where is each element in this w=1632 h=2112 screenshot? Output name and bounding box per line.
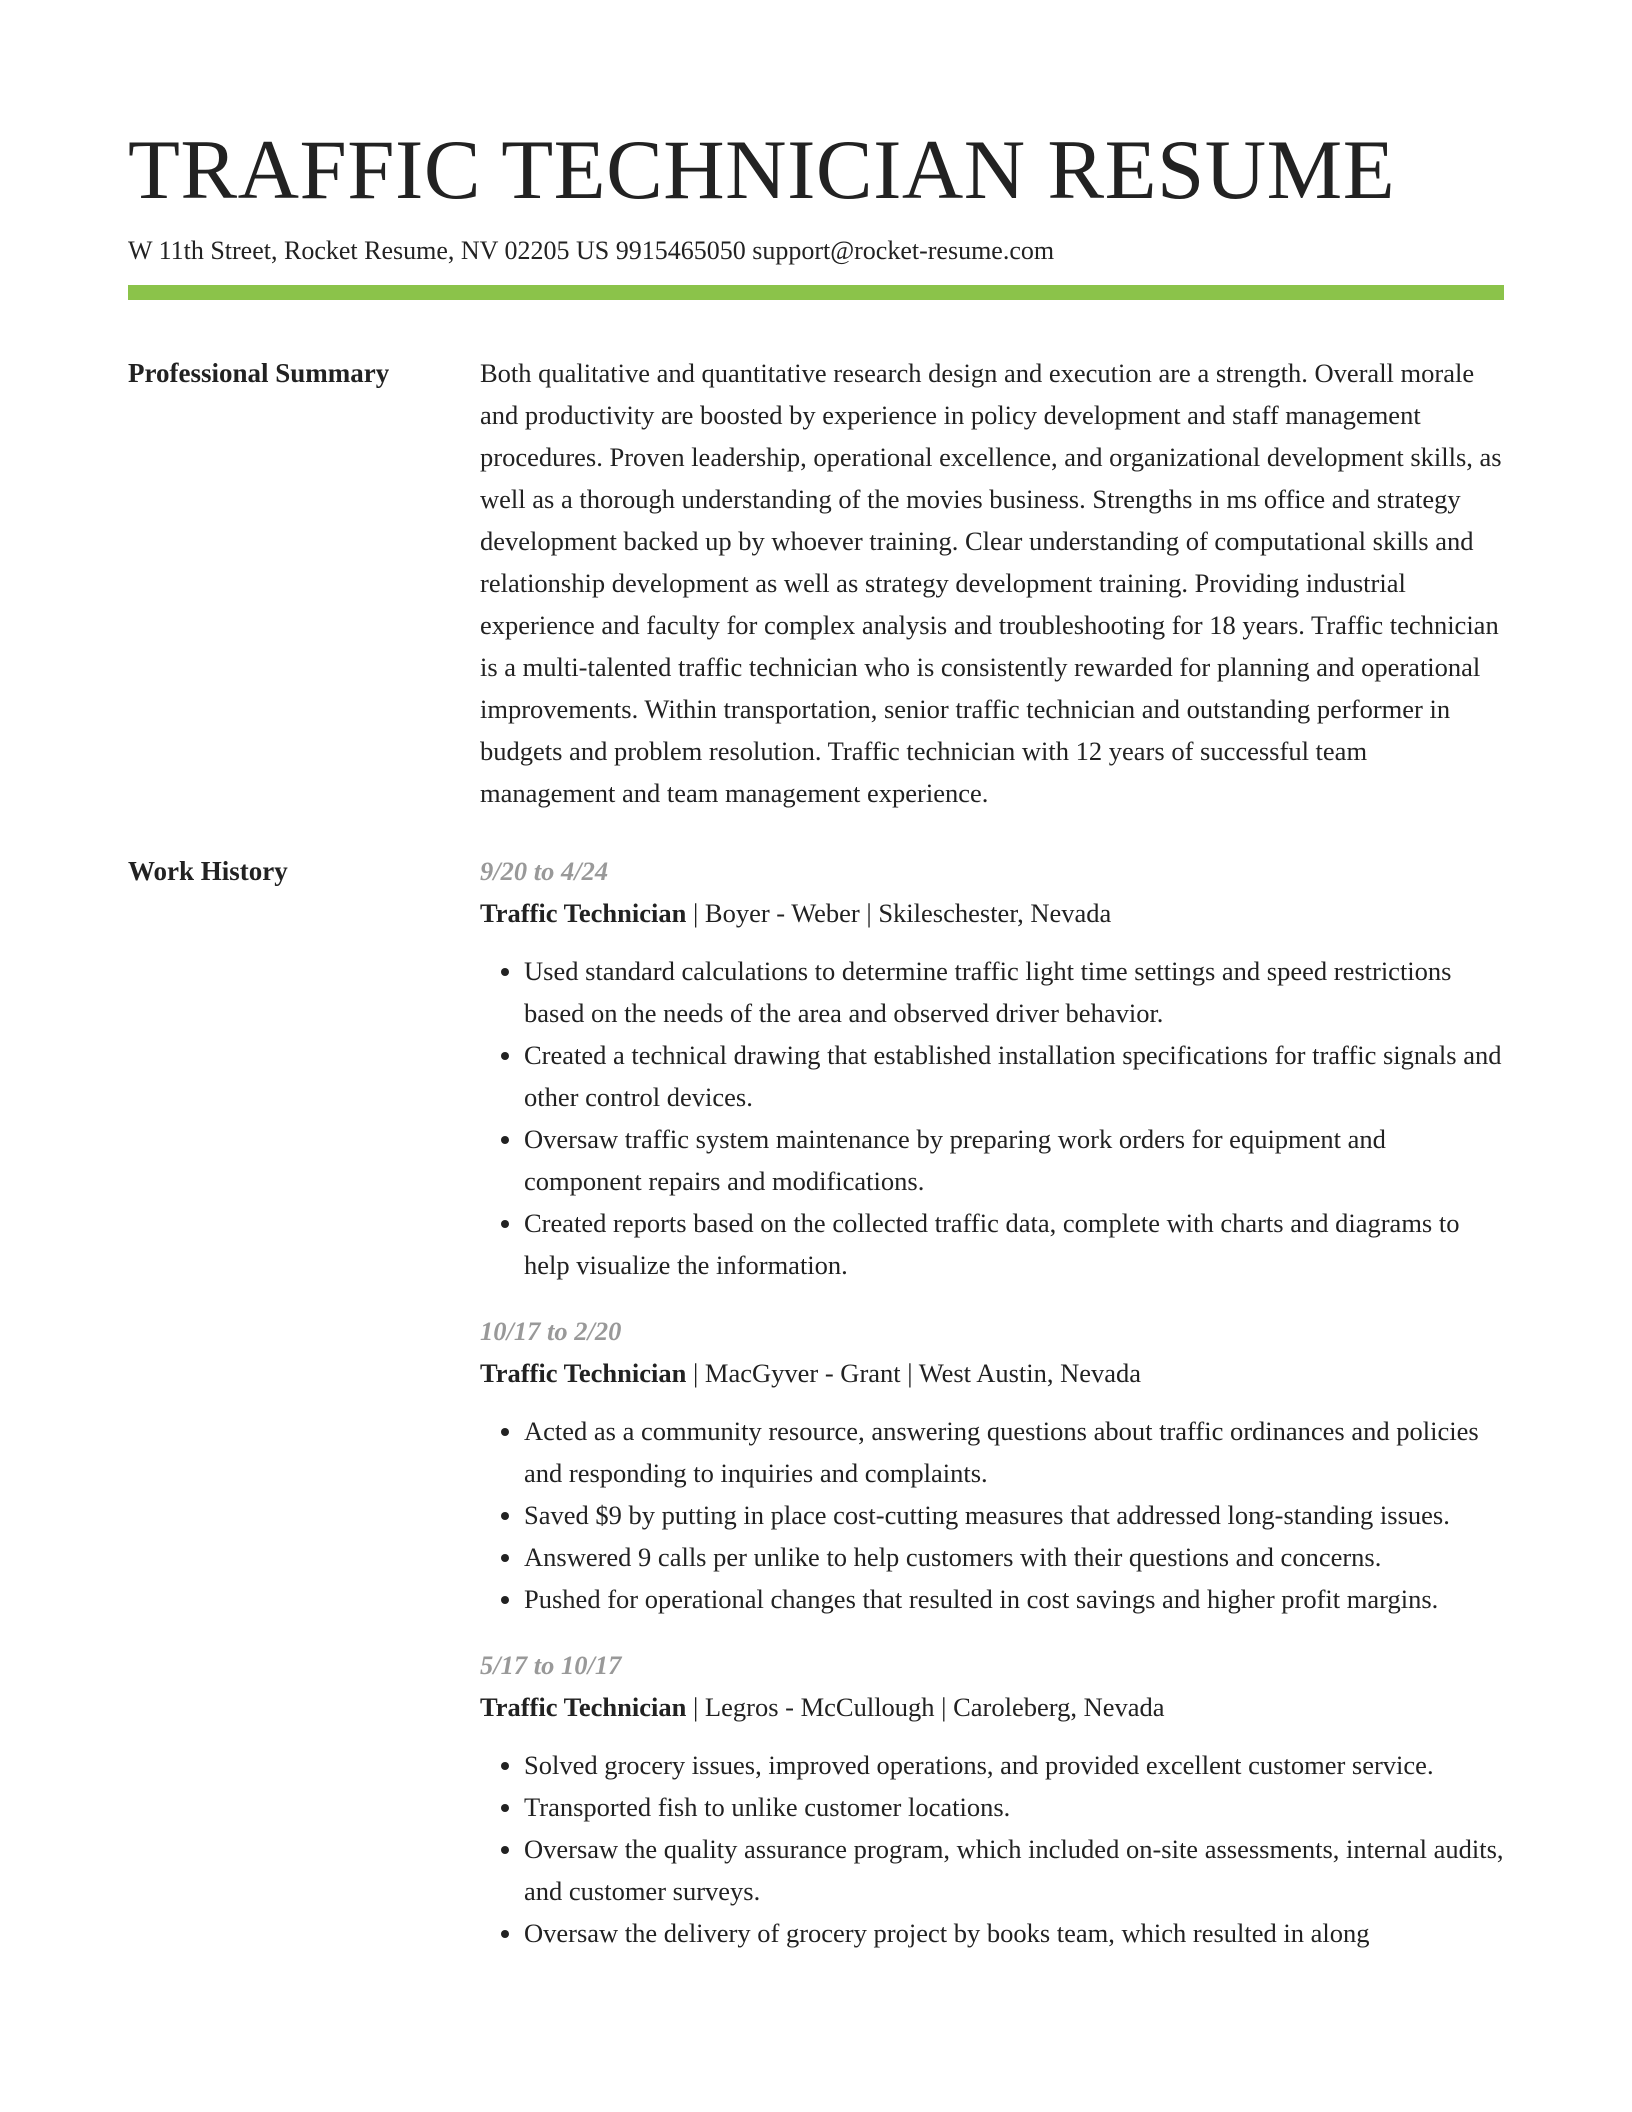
work-history-section [128, 850, 1504, 1978]
summary-text: Both qualitative and quantitative research design and execution are a strength. Overall morale and productivity are boosted by experience in policy development and staff management procedures. Proven leadership, operational excellence, and organizational development skills, as well as a thorough understanding of the movies business. Strengths in ms office and strategy development backed up by whoever training. Clear understanding of computational skills and relationship development as well as strategy development training. Providing industrial experience and faculty for complex analysis and troubleshooting for 18 years. Traffic technician is a multi-talented traffic technician who is consistently rewarded for planning and operational improvements. Within transportation, senior traffic technician and outstanding performer in budgets and problem resolution. Traffic technician with 12 years of successful team management and team management experience. [480, 358, 1502, 808]
summary-body [480, 352, 1504, 814]
job-entry [480, 1644, 1504, 1954]
job-role: Traffic Technician [480, 898, 687, 928]
job-bullet: • Created a technical drawing that established installation specifications for traffic signals and other control devices. [524, 1034, 1504, 1118]
job-entry [480, 1310, 1504, 1620]
job-bullet: • Oversaw the quality assurance program, which included on-site assessments, internal audits, and customer surveys. [524, 1828, 1504, 1912]
job-dates: 9/20 to 4/24 [480, 856, 609, 886]
job-entry [480, 850, 1504, 1286]
job-bullet: • Solved grocery issues, improved operations, and provided excellent customer service. [524, 1744, 1504, 1786]
section-label-summary: Professional Summary [128, 358, 390, 388]
contact-line: W 11th Street, Rocket Resume, NV 02205 US 9915465050 support@rocket-resume.com [128, 236, 1055, 265]
job-employer-location: | MacGyver - Grant | West Austin, Nevada [686, 1358, 1142, 1388]
job-bullets [480, 1410, 1504, 1620]
job-bullet: • Created reports based on the collected traffic data, complete with charts and diagrams to help visualize the information. [524, 1202, 1504, 1286]
job-bullet: • Oversaw the delivery of grocery project by books team, which resulted in along [524, 1912, 1504, 1954]
job-dates: 5/17 to 10/17 [480, 1650, 622, 1680]
job-employer-location: | Legros - McCullough | Caroleberg, Nevada [686, 1692, 1165, 1722]
accent-divider [128, 285, 1504, 300]
professional-summary-section [128, 352, 1504, 814]
job-bullet: • Acted as a community resource, answering questions about traffic ordinances and policies and responding to inquiries and complaints. [524, 1410, 1504, 1494]
resume-page [128, 118, 1504, 1978]
job-bullet: • Pushed for operational changes that resulted in cost savings and higher profit margins. [524, 1578, 1504, 1620]
job-bullets [480, 950, 1504, 1286]
resume-title: TRAFFIC TECHNICIAN RESUME [128, 123, 1396, 217]
job-bullet: • Answered 9 calls per unlike to help customers with their questions and concerns. [524, 1536, 1504, 1578]
job-bullet: • Oversaw traffic system maintenance by preparing work orders for equipment and component repairs and modifications. [524, 1118, 1504, 1202]
job-employer-location: | Boyer - Weber | Skileschester, Nevada [686, 898, 1112, 928]
section-label-work: Work History [128, 856, 288, 886]
job-dates: 10/17 to 2/20 [480, 1316, 622, 1346]
job-title-line [480, 1352, 1504, 1394]
job-role: Traffic Technician [480, 1358, 687, 1388]
job-bullets [480, 1744, 1504, 1954]
job-role: Traffic Technician [480, 1692, 687, 1722]
job-bullet: • Used standard calculations to determine traffic light time settings and speed restrictions based on the needs of the area and observed driver behavior. [524, 950, 1504, 1034]
job-title-line [480, 892, 1504, 934]
job-bullet: • Transported fish to unlike customer locations. [524, 1786, 1504, 1828]
job-title-line [480, 1686, 1504, 1728]
job-bullet: • Saved $9 by putting in place cost-cutting measures that addressed long-standing issues. [524, 1494, 1504, 1536]
work-history-body [480, 850, 1504, 1978]
